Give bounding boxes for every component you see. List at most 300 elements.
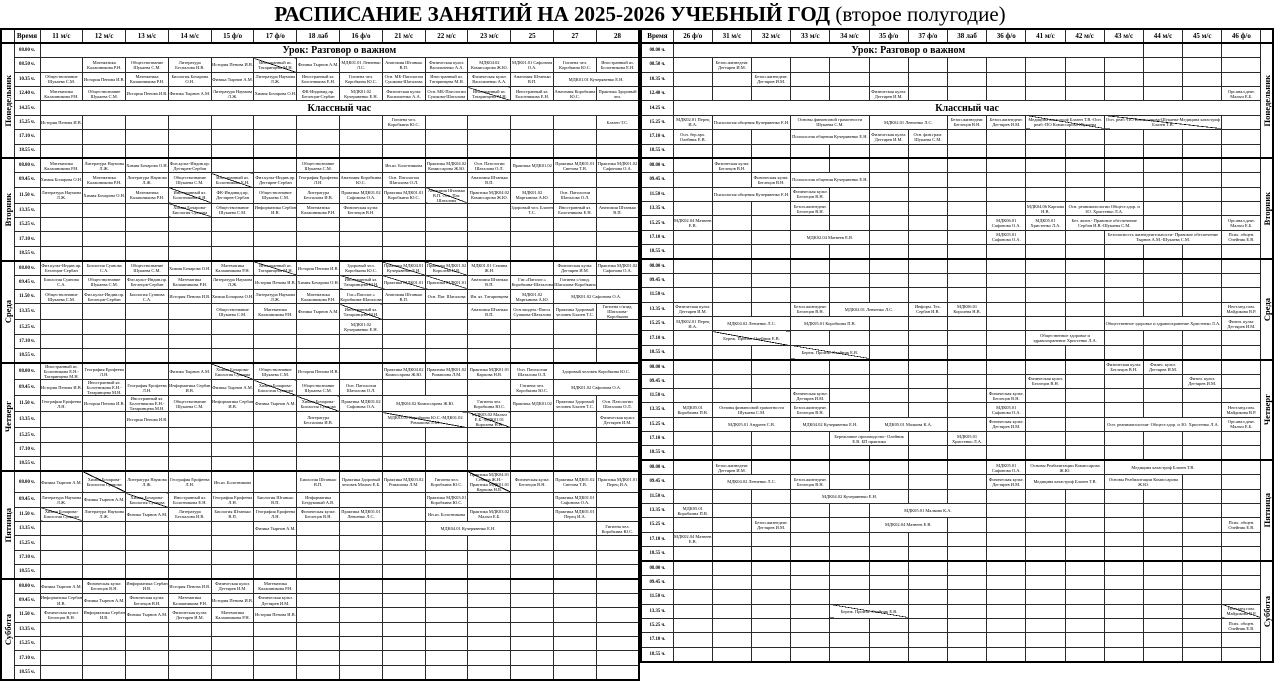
lesson-cell <box>987 503 1026 517</box>
lesson-cell: Физика Тырнов А.М. <box>168 363 211 380</box>
time-cell: 18.55 ч. <box>14 665 40 679</box>
lesson-cell <box>1065 547 1104 561</box>
column-header: 36 ф/о <box>987 29 1026 43</box>
lesson-cell: Физическая культ. Беглецов В.Н. <box>340 203 383 217</box>
lesson-cell: Математика Калашникова Р.Н. <box>168 275 211 289</box>
time-cell: 15.25 ч. <box>641 115 673 129</box>
lesson-cell <box>40 665 83 679</box>
lesson-cell: Физическая культ. Дегтярев И.М. <box>554 261 597 275</box>
lesson-cell <box>1143 532 1182 546</box>
lesson-cell: Ин. яз. Татаринцева <box>468 289 511 303</box>
lesson-cell <box>468 246 511 260</box>
lesson-cell <box>1183 72 1222 86</box>
lesson-cell: Химия Бочарова-Биология Суанова <box>297 396 340 412</box>
merged-session-cell: Урок: Разговор о важном <box>673 43 1143 57</box>
lesson-cell <box>752 532 791 546</box>
lesson-cell <box>712 432 751 446</box>
lesson-cell <box>83 521 126 535</box>
lesson-cell <box>1183 518 1222 532</box>
lesson-cell <box>830 403 869 417</box>
lesson-cell: Психология общения Кучерявенко Е.Н. <box>791 130 869 144</box>
lesson-cell <box>425 622 468 636</box>
lesson-cell <box>1104 532 1143 546</box>
lesson-cell <box>126 203 169 217</box>
lesson-cell <box>1183 187 1222 201</box>
column-header: 43 м/с <box>1104 29 1143 43</box>
lesson-cell <box>596 320 639 334</box>
time-cell: 08.00 ч. <box>14 579 40 593</box>
lesson-cell: Здоровый чел. Блазен Т.С. <box>511 203 554 217</box>
lesson-cell <box>830 575 869 589</box>
lesson-cell <box>126 246 169 260</box>
lesson-cell <box>791 432 830 446</box>
lesson-cell <box>211 665 254 679</box>
lesson-cell <box>168 651 211 665</box>
lesson-cell: Физическая культ. Дегтярев И.М. <box>987 417 1026 431</box>
lesson-cell: Анатомия Коробкина Ю.С. <box>554 87 597 101</box>
lesson-cell <box>511 218 554 232</box>
lesson-cell <box>254 412 297 428</box>
lesson-cell: Анатомия Штанько В.П. <box>596 203 639 217</box>
lesson-cell <box>1143 158 1182 172</box>
lesson-cell <box>168 130 211 144</box>
lesson-cell <box>168 232 211 246</box>
lesson-cell <box>947 245 986 259</box>
lesson-cell <box>468 380 511 396</box>
day-label <box>1 579 14 680</box>
lesson-cell <box>908 360 947 374</box>
lesson-cell <box>1026 575 1065 589</box>
lesson-cell: Химия Бочарова О.Н. <box>297 275 340 289</box>
lesson-cell <box>869 475 908 489</box>
lesson-cell <box>830 446 869 460</box>
lesson-cell <box>1143 432 1182 446</box>
lesson-cell <box>673 144 712 158</box>
lesson-cell: История Пенова И.В. <box>211 593 254 607</box>
lesson-cell <box>40 246 83 260</box>
lesson-cell <box>1183 590 1222 604</box>
lesson-cell: Информатика Сербан И.В. <box>40 593 83 607</box>
lesson-cell <box>830 561 869 575</box>
lesson-cell <box>1183 647 1222 661</box>
lesson-cell <box>830 547 869 561</box>
lesson-cell <box>987 288 1026 302</box>
lesson-cell: Литература Беспалова И.В. <box>297 187 340 203</box>
lesson-cell <box>340 363 383 380</box>
lesson-cell <box>1222 360 1261 374</box>
time-cell: 09.45 ч. <box>641 273 673 287</box>
time-cell: 15.25 ч. <box>641 518 673 532</box>
lesson-cell <box>752 446 791 460</box>
lesson-cell: Физика Тырнов А.М. <box>211 380 254 396</box>
day-label-text: Понедельник <box>1261 75 1272 127</box>
lesson-cell <box>947 331 986 345</box>
time-cell: 09.45 ч. <box>641 575 673 589</box>
time-cell: 15.25 ч. <box>641 618 673 632</box>
lesson-cell <box>712 604 751 618</box>
lesson-cell <box>908 187 947 201</box>
lesson-cell <box>1104 518 1143 532</box>
lesson-cell <box>297 636 340 650</box>
lesson-cell <box>869 374 908 388</box>
column-header: Время <box>641 29 673 43</box>
lesson-cell: Иностранный яз. Татаринцева М.Н. <box>425 72 468 86</box>
lesson-cell <box>673 604 712 618</box>
lesson-cell <box>1143 259 1182 273</box>
lesson-cell <box>425 651 468 665</box>
lesson-cell: Практика Здоровый человек Блазен Т.С. <box>554 304 597 320</box>
lesson-cell <box>596 232 639 246</box>
lesson-cell: Иностранный яз. Болотникова Е.Н. <box>168 187 211 203</box>
lesson-cell <box>1104 273 1143 287</box>
lesson-cell <box>1183 273 1222 287</box>
lesson-cell <box>83 550 126 564</box>
lesson-cell <box>1143 144 1182 158</box>
lesson-cell: Общественное здоровье и здравоохранение Христенко Л.А. <box>1104 317 1222 331</box>
page-title-main: РАСПИСАНИЕ ЗАНЯТИЙ НА 2025-2026 УЧЕБНЫЙ ГОД <box>274 2 831 26</box>
lesson-cell <box>869 460 908 474</box>
lesson-cell <box>869 58 908 72</box>
lesson-cell <box>908 532 947 546</box>
lesson-cell <box>908 575 947 589</box>
time-cell: 08.00 ч. <box>641 43 673 57</box>
lesson-cell <box>168 622 211 636</box>
time-cell: 11.50 ч. <box>14 396 40 412</box>
lesson-cell <box>83 442 126 456</box>
lesson-cell <box>830 460 869 474</box>
lesson-cell <box>712 374 751 388</box>
time-cell: 15.25 ч. <box>641 417 673 431</box>
lesson-cell <box>425 218 468 232</box>
column-header: 31 м/с <box>712 29 751 43</box>
lesson-cell <box>254 651 297 665</box>
lesson-cell: Иностранный яз. Болотникова Е.Н.-Татаринцева М.Н. <box>83 380 126 396</box>
lesson-cell <box>382 507 425 521</box>
lesson-cell: Литература Наумова Л.Ж. <box>126 173 169 187</box>
lesson-cell: Общественное здоровье и здравоохранение Христенко Л.А. <box>1026 331 1104 345</box>
lesson-cell <box>126 115 169 129</box>
lesson-cell: Осн. Патологии Шаталова О.Л. <box>554 187 597 203</box>
lesson-cell <box>168 550 211 564</box>
lesson-cell <box>830 518 869 532</box>
lesson-cell <box>830 187 869 201</box>
lesson-cell: Практика Здоровый человек Блазен Т.С. <box>554 396 597 412</box>
time-cell: 08.00 ч. <box>641 561 673 575</box>
column-header: 11 м/с <box>40 29 83 43</box>
time-cell: 18.55 ч. <box>14 246 40 260</box>
lesson-cell <box>987 245 1026 259</box>
lesson-cell: Информатика Сербан И.В. <box>254 203 297 217</box>
lesson-cell <box>712 72 751 86</box>
lesson-cell: Обществознание Шукаева С.М. <box>211 203 254 217</box>
lesson-cell <box>673 158 712 172</box>
lesson-cell <box>297 130 340 144</box>
time-cell: 09.45 ч. <box>641 374 673 388</box>
lesson-cell <box>1065 230 1104 244</box>
lesson-cell <box>1026 446 1065 460</box>
lesson-cell: Иностранный яз. Болотникова Е.Н. <box>297 72 340 86</box>
lesson-cell <box>1222 460 1261 474</box>
lesson-cell <box>340 144 383 158</box>
lesson-cell <box>987 432 1026 446</box>
lesson-cell <box>1183 288 1222 302</box>
lesson-cell: Практика МДК01.02 Сафонова О.А. <box>340 396 383 412</box>
lesson-cell <box>830 633 869 647</box>
lesson-cell <box>40 457 83 471</box>
lesson-cell <box>947 72 986 86</box>
day-label-text: Суббота <box>2 613 13 645</box>
lesson-cell <box>869 561 908 575</box>
lesson-cell <box>1183 432 1222 446</box>
lesson-cell <box>254 158 297 172</box>
day-label <box>1 471 14 579</box>
lesson-cell <box>1143 58 1182 72</box>
lesson-cell <box>1183 604 1222 618</box>
lesson-cell <box>1143 388 1182 402</box>
lesson-cell <box>297 218 340 232</box>
lesson-cell <box>554 665 597 679</box>
lesson-cell <box>468 636 511 650</box>
time-cell: 13.35 ч. <box>14 203 40 217</box>
time-cell: 12.40 ч. <box>641 87 673 101</box>
lesson-cell <box>987 273 1026 287</box>
lesson-cell: Физика Тырнов А.М. <box>83 493 126 507</box>
lesson-cell <box>425 349 468 363</box>
lesson-cell <box>1104 245 1143 259</box>
time-cell: 08.00 ч. <box>14 158 40 172</box>
lesson-cell <box>1183 345 1222 359</box>
lesson-cell <box>673 446 712 460</box>
lesson-cell: Практика МДК01.01 <box>382 275 425 289</box>
lesson-cell <box>712 388 751 402</box>
lesson-cell: Обществознание Шукаева С.М. <box>168 173 211 187</box>
lesson-cell <box>987 72 1026 86</box>
lesson-cell: Гигиена чел. Коробкина Ю.С. <box>554 58 597 72</box>
lesson-cell: Медицина катастроф Блазен Т.В.-Осн. реаб.-ПО Комиссарова-Шукаева <box>1026 115 1104 129</box>
time-cell: 09.45 ч. <box>14 275 40 289</box>
lesson-cell <box>1222 173 1261 187</box>
time-cell: 18.55 ч. <box>641 647 673 661</box>
lesson-cell: История Пенова И.В. <box>83 72 126 86</box>
column-header: 25 <box>511 29 554 43</box>
lesson-cell <box>1026 72 1065 86</box>
lesson-cell <box>511 320 554 334</box>
lesson-cell <box>340 349 383 363</box>
lesson-cell: МДК05.01 Христенко Л.А. <box>947 432 986 446</box>
lesson-cell <box>1104 647 1143 661</box>
lesson-cell <box>1183 302 1222 316</box>
lesson-cell: Медицина катастроф Блазен Т.В. <box>1104 460 1222 474</box>
lesson-cell <box>468 593 511 607</box>
lesson-cell: География Ерофеева Л.Н. <box>297 173 340 187</box>
time-cell: 17.10 ч. <box>14 442 40 456</box>
time-cell: 09.45 ч. <box>641 475 673 489</box>
lesson-cell <box>340 565 383 579</box>
schedule-area <box>0 28 1280 681</box>
lesson-cell <box>1222 58 1261 72</box>
lesson-cell: МДК01.01 Сафонова О.А. <box>511 58 554 72</box>
lesson-cell <box>791 561 830 575</box>
time-cell: 11.50 ч. <box>14 289 40 303</box>
lesson-cell: Безоп.жизнедеят. Дегтярев И.М. <box>712 58 751 72</box>
lesson-cell <box>947 259 986 273</box>
lesson-cell <box>712 360 751 374</box>
lesson-cell <box>1104 403 1143 417</box>
lesson-cell <box>468 320 511 334</box>
lesson-cell <box>1183 618 1222 632</box>
lesson-cell: МДК04.02 Кучерявенко Е.Н. <box>791 417 869 431</box>
lesson-cell: Практика МДК01.02 Ромашова Л.М. <box>425 363 468 380</box>
lesson-cell: Практика Здоровый чел. <box>596 87 639 101</box>
lesson-cell: Основы Реабилитации Комиссарова Ж.Ю. <box>1104 475 1182 489</box>
lesson-cell <box>83 665 126 679</box>
lesson-cell <box>511 246 554 260</box>
lesson-cell <box>987 130 1026 144</box>
lesson-cell <box>40 130 83 144</box>
lesson-cell <box>987 317 1026 331</box>
lesson-cell <box>511 493 554 507</box>
lesson-cell <box>791 87 830 101</box>
lesson-cell: Орг.анал.деят. Малыч Е.Б. <box>1222 216 1261 230</box>
lesson-cell <box>1065 561 1104 575</box>
lesson-cell <box>1026 288 1065 302</box>
lesson-cell <box>425 636 468 650</box>
lesson-cell: Обществознание Шукаева С.М. <box>211 304 254 320</box>
lesson-cell <box>712 590 751 604</box>
lesson-cell <box>168 457 211 471</box>
lesson-cell: Физич. культ. Дегтярев И.М. <box>1143 360 1182 374</box>
lesson-cell: История Пенова И.В. <box>40 380 83 396</box>
column-header: 27 <box>554 29 597 43</box>
lesson-cell: Биология Суанова С.А. <box>40 275 83 289</box>
lesson-cell <box>1143 446 1182 460</box>
lesson-cell <box>40 349 83 363</box>
lesson-cell <box>712 503 751 517</box>
lesson-cell: Обществознание Шукаева С.М. <box>254 187 297 203</box>
lesson-cell: Физика Тырнов А.М. <box>168 87 211 101</box>
lesson-cell: МДК02.01 Левченко Л.С. <box>830 302 908 316</box>
lesson-cell <box>1065 489 1104 503</box>
lesson-cell <box>211 115 254 129</box>
lesson-cell: Береж. Произв. Олейник Е.В. <box>830 604 908 618</box>
lesson-cell: Физ.культ-Индив.пр. Дегтярев-Сербан <box>168 158 211 172</box>
lesson-cell: МДК06.01 Королева Н.В. <box>947 302 986 316</box>
lesson-cell <box>340 579 383 593</box>
lesson-cell <box>1222 43 1261 57</box>
lesson-cell: Практика МДК01.01 Сафонова О.А. <box>554 493 597 507</box>
lesson-cell: Психология общения Кучерявенко Е.Н. <box>712 187 790 201</box>
day-label <box>1261 561 1273 662</box>
lesson-cell <box>382 428 425 442</box>
column-header: 32 м/с <box>752 29 791 43</box>
lesson-cell <box>211 457 254 471</box>
lesson-cell <box>791 158 830 172</box>
lesson-cell <box>425 203 468 217</box>
lesson-cell <box>1143 187 1182 201</box>
lesson-cell <box>425 428 468 442</box>
lesson-cell <box>168 349 211 363</box>
page-title-suffix: (второе полугодие) <box>830 2 1006 26</box>
lesson-cell <box>987 259 1026 273</box>
lesson-cell <box>1143 130 1182 144</box>
lesson-cell <box>1183 403 1222 417</box>
lesson-cell <box>468 608 511 622</box>
lesson-cell <box>168 428 211 442</box>
lesson-cell <box>1026 360 1065 374</box>
lesson-cell: Безоп.жизнедеят. Дегтярев И.М. <box>752 72 791 86</box>
lesson-cell <box>1065 532 1104 546</box>
lesson-cell <box>382 665 425 679</box>
lesson-cell <box>211 158 254 172</box>
lesson-cell <box>1104 173 1143 187</box>
lesson-cell: Математика Калашникова Р.Н. <box>168 593 211 607</box>
lesson-cell <box>254 471 297 493</box>
lesson-cell: МДК01.01 Левченко Л.С. <box>340 58 383 72</box>
lesson-cell: МДК05.01 Малкова К.А. <box>869 503 987 517</box>
time-cell: 13.35 ч. <box>641 503 673 517</box>
lesson-cell: МДК04.02 Комиссарова Ж.Ю. <box>382 396 468 412</box>
lesson-cell <box>908 331 947 345</box>
merged-session-cell: Урок: Разговор о важном <box>40 43 639 57</box>
lesson-cell: Физическая культ. Беглецов В.Н. <box>1104 360 1143 374</box>
lesson-cell <box>987 302 1026 316</box>
lesson-cell: Физическая культ. Беглецов В.Н. <box>987 388 1026 402</box>
lesson-cell <box>126 622 169 636</box>
lesson-cell <box>382 232 425 246</box>
lesson-cell: Физика Тырнов А.М. <box>254 396 297 412</box>
lesson-cell: Осн. Пат. Шаталова <box>425 289 468 303</box>
time-cell: 11.50 ч. <box>641 388 673 402</box>
lesson-cell <box>1143 518 1182 532</box>
lesson-cell <box>511 579 554 593</box>
day-label-text: Суббота <box>1261 595 1272 627</box>
lesson-cell: МДК03.01 Коробкина Ю.С.-МДК01.02 Ромашова Л.М. <box>382 412 468 428</box>
time-cell: 11.50 ч. <box>641 590 673 604</box>
lesson-cell: Физика Тырнов А.М. <box>297 58 340 72</box>
lesson-cell <box>211 622 254 636</box>
lesson-cell <box>297 232 340 246</box>
lesson-cell <box>168 536 211 550</box>
lesson-cell <box>1104 331 1143 345</box>
time-cell: 09.45 ч. <box>14 593 40 607</box>
lesson-cell <box>1026 618 1065 632</box>
lesson-cell <box>340 608 383 622</box>
lesson-cell: Физическая культ. Беглецов В.Н. <box>791 187 830 201</box>
lesson-cell <box>40 521 83 535</box>
lesson-cell <box>297 536 340 550</box>
lesson-cell: Практика МДК01.02 Светова Т.В. <box>554 471 597 493</box>
lesson-cell <box>1026 245 1065 259</box>
column-header: 23 м/с <box>468 29 511 43</box>
lesson-cell <box>869 532 908 546</box>
lesson-cell <box>40 428 83 442</box>
lesson-cell <box>752 604 791 618</box>
lesson-cell <box>511 636 554 650</box>
lesson-cell <box>126 536 169 550</box>
lesson-cell <box>468 428 511 442</box>
lesson-cell <box>791 374 830 388</box>
lesson-cell <box>908 489 947 503</box>
lesson-cell <box>987 647 1026 661</box>
lesson-cell: МДК02.04 Матвеев Е.В. <box>869 518 947 532</box>
lesson-cell <box>1222 647 1261 661</box>
lesson-cell: Математика Калашникова Р.Н. <box>254 579 297 593</box>
lesson-cell <box>869 158 908 172</box>
lesson-cell <box>987 331 1026 345</box>
lesson-cell <box>869 72 908 86</box>
lesson-cell <box>1222 158 1261 172</box>
lesson-cell: Физическая культ. Дегтярев И.М. <box>869 87 908 101</box>
